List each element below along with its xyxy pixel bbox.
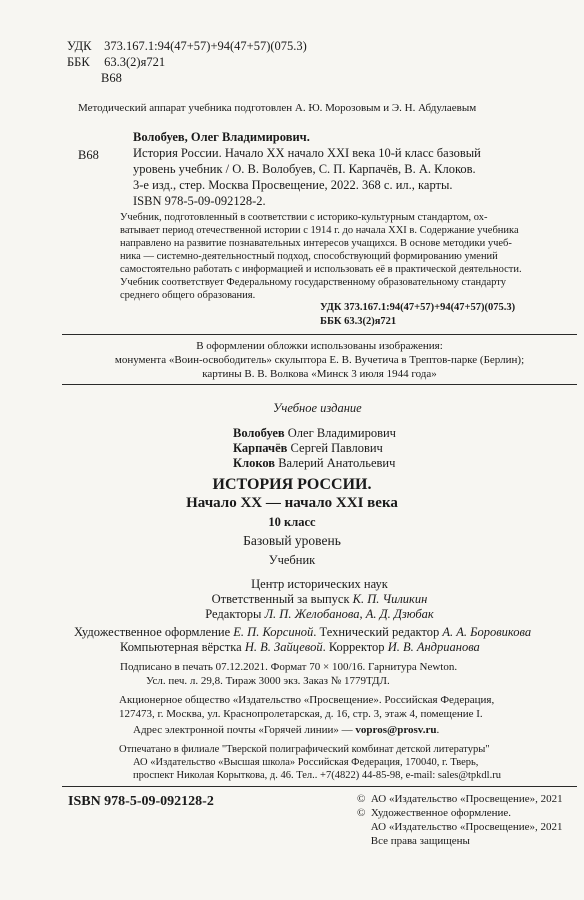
credits-technical	[74, 625, 579, 655]
author-item: Клоков Валерий Анатольевич	[233, 456, 396, 470]
method-note: Методический аппарат учебника подготовлен А. Ю. Морозовым и Э. Н. Абдулаевым	[78, 102, 477, 114]
author-mark: В68	[101, 71, 122, 85]
credit-line: Компьютерная вёрстка Н. В. Зайцевой. Корректор И. В. Андрианова	[120, 640, 480, 654]
book-kind: Учебник	[268, 553, 316, 567]
biblio-udk: УДК 373.167.1:94(47+57)+94(47+57)(075.3)	[320, 302, 516, 313]
biblio-record: История России. Начало XX начало XXI века 10-й класс базовый уровень учебник / О. В. Волобуев, С. П. Карпачёв, В. А. Клоков. 3-е изд., стер. Москва Просвещение, 2022. 368 с. ил., карты. ISBN 978-5-09-092128-2.	[133, 146, 481, 208]
biblio-author: Волобуев, Олег Владимирович.	[133, 130, 310, 144]
isbn-bottom: ISBN 978-5-09-092128-2	[68, 794, 214, 809]
divider	[62, 334, 577, 335]
book-title: ИСТОРИЯ РОССИИ.	[212, 476, 372, 493]
hotline-email: vopros@prosv.ru	[355, 724, 437, 736]
edition-type: Учебное издание	[273, 401, 362, 415]
publisher-info: Акционерное общество «Издательство «Просвещение». Российская Федерация, 127473, г. Москва, ул. Краснопролетарская, д. 16, стр. 3, этаж 4, помещение I.	[119, 694, 495, 720]
divider	[62, 384, 577, 385]
udk-line: УДК 373.167.1:94(47+57)+94(47+57)(075.3)	[67, 39, 307, 53]
biblio-annotation: Учебник, подготовленный в соответствии с историко-культурным стандартом, ох- ватывает период отечественной истории с 1914 г. до начала XXI в. Содержание учебника направлено на развитие познавательных интересов учащихся. В основе методики учеб- ника — системно-деятельностный подход, способствующий формированию умений самостоятельно работать с информацией и использовать её в практической деятельности. Учебник соответствует Федеральному государственному образовательному стандарту среднего общего образования.	[120, 212, 522, 301]
cover-note: В оформлении обложки использованы изображения: монумента «Воин-освободитель» скульптора Е. В. Вучетича в Трептов-парке (Берлин); картины В. В. Волкова «Минск 3 июля 1944 года»	[114, 340, 525, 380]
printer-info: Отпечатано в филиале "Тверской полиграфический комбинат детской литературы" АО «Издательство «Высшая школа» Российская Федерация, 170040, г. Тверь, проспект Николая Корыткова, д. 46. Тел.. +7(4822) 44-85-98, e-mail: sales@tpkdl.ru	[119, 744, 501, 781]
hotline: Адрес электронной почты «Горячей линии» — vopros@prosv.ru.	[133, 724, 440, 736]
book-grade: 10 класс	[268, 515, 316, 529]
print-info: Подписано в печать 07.12.2021. Формат 70 × 100/16. Гарнитура Newton. Усл. печ. л. 29,8. Тираж 3000 экз. Заказ № 1779ТДЛ.	[120, 661, 458, 687]
author-item: Волобуев Олег Владимирович	[233, 426, 396, 440]
biblio-mark: В68	[78, 148, 99, 162]
author-item: Карпачёв Сергей Павлович	[233, 441, 383, 455]
divider	[62, 786, 577, 787]
credit-line: Ответственный за выпуск К. П. Чиликин	[211, 592, 428, 606]
credit-line: Редакторы Л. П. Желобанова, А. Д. Дзюбак	[205, 607, 434, 621]
credits: Центр исторических наук Ответственный за выпуск К. П. Чиликин Редакторы Л. П. Желобанова, А. Д. Дзюбак	[62, 577, 577, 622]
copyright-block: © АО «Издательство «Просвещение», 2021 © Художественное оформление. АО «Издательство «Просвещение», 2021 Все права защищены	[357, 793, 563, 847]
book-level: Базовый уровень	[243, 533, 341, 548]
book-subtitle: Начало XX — начало XXI века	[186, 495, 398, 511]
biblio-bbk: ББК 63.3(2)я721	[320, 316, 397, 327]
bbk-line: ББК 63.3(2)я721	[67, 55, 166, 69]
author-list	[233, 426, 533, 471]
credit-line: Художественное оформление Е. П. Корсиной. Технический редактор А. А. Боровикова	[74, 625, 532, 639]
